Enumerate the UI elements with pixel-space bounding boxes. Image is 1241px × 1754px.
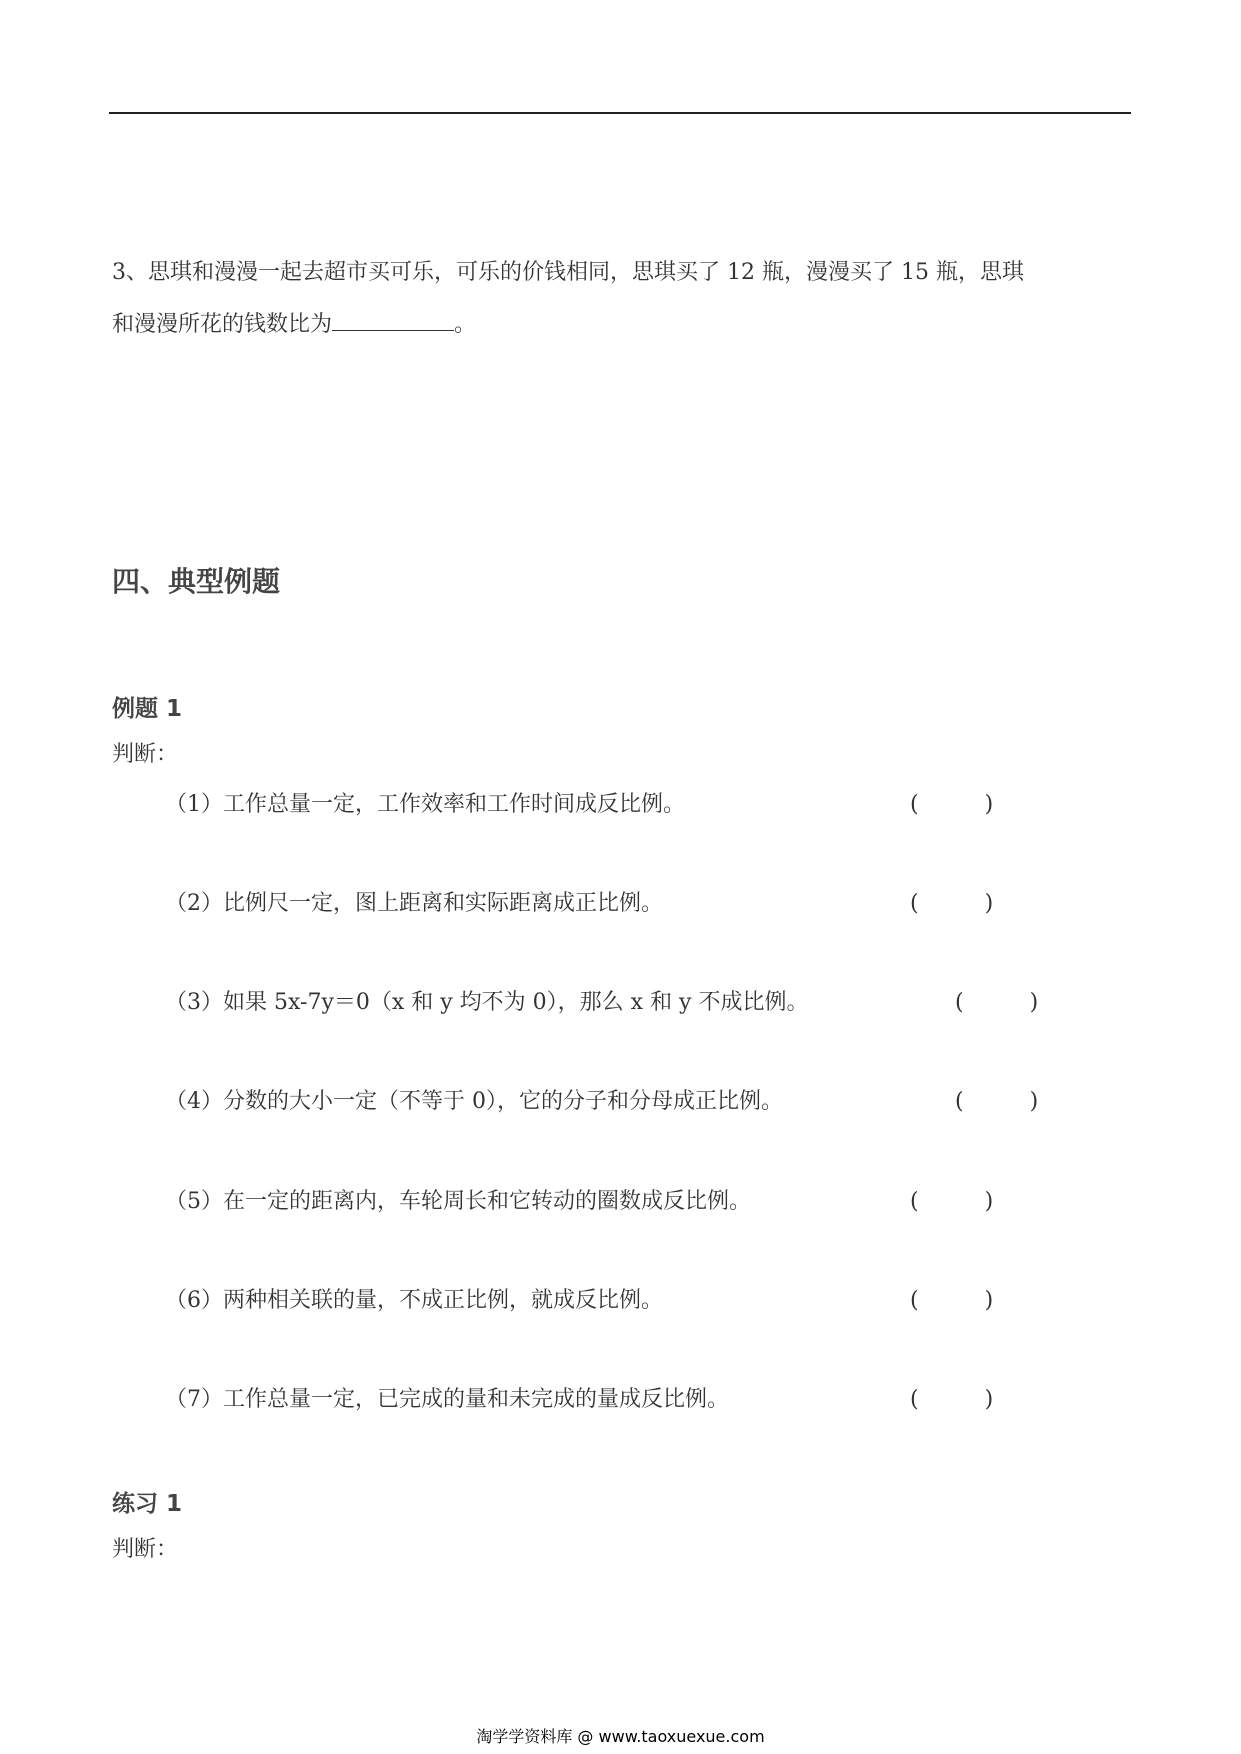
example-title: 例题 1 — [112, 696, 183, 722]
example-item-7: （7）工作总量一定，已完成的量和未完成的量成反比例。 — [165, 1387, 729, 1412]
question-3-text: 和漫漫所花的钱数比为 — [112, 312, 333, 337]
answer-paren-6[interactable]: ( ) — [910, 1288, 994, 1313]
answer-paren-5[interactable]: ( ) — [910, 1189, 994, 1214]
header-rule — [109, 112, 1131, 114]
example-item-1: （1）工作总量一定，工作效率和工作时间成反比例。 — [165, 792, 685, 817]
example-item-6: （6）两种相关联的量，不成正比例，就成反比例。 — [165, 1288, 663, 1313]
practice-prompt: 判断： — [112, 1537, 179, 1562]
example-item-3: （3）如果 5x-7y＝0（x 和 y 均不为 0），那么 x 和 y 不成比例。 — [165, 990, 809, 1015]
example-item-2: （2）比例尺一定，图上距离和实际距离成正比例。 — [165, 891, 663, 916]
answer-paren-4[interactable]: ( ) — [955, 1089, 1039, 1114]
example-item-5: （5）在一定的距离内，车轮周长和它转动的圈数成反比例。 — [165, 1189, 751, 1214]
answer-blank[interactable] — [332, 308, 454, 331]
example-prompt: 判断： — [112, 742, 179, 767]
answer-paren-1[interactable]: ( ) — [910, 792, 994, 817]
question-3-line-1: 3、思琪和漫漫一起去超市买可乐，可乐的价钱相同，思琪买了 12 瓶，漫漫买了 15 瓶，思琪 — [112, 260, 1024, 285]
question-3-line-2 — [112, 308, 476, 340]
answer-paren-7[interactable]: ( ) — [910, 1387, 994, 1412]
example-item-4: （4）分数的大小一定（不等于 0），它的分子和分母成正比例。 — [165, 1089, 783, 1114]
practice-title: 练习 1 — [112, 1491, 183, 1517]
answer-paren-2[interactable]: ( ) — [910, 891, 994, 916]
footer-watermark: 淘学学资料库 @ www.taoxuexue.com — [476, 1727, 765, 1746]
question-3-end: 。 — [454, 312, 477, 337]
section-title: 四、典型例题 — [112, 565, 281, 598]
answer-paren-3[interactable]: ( ) — [955, 990, 1039, 1015]
